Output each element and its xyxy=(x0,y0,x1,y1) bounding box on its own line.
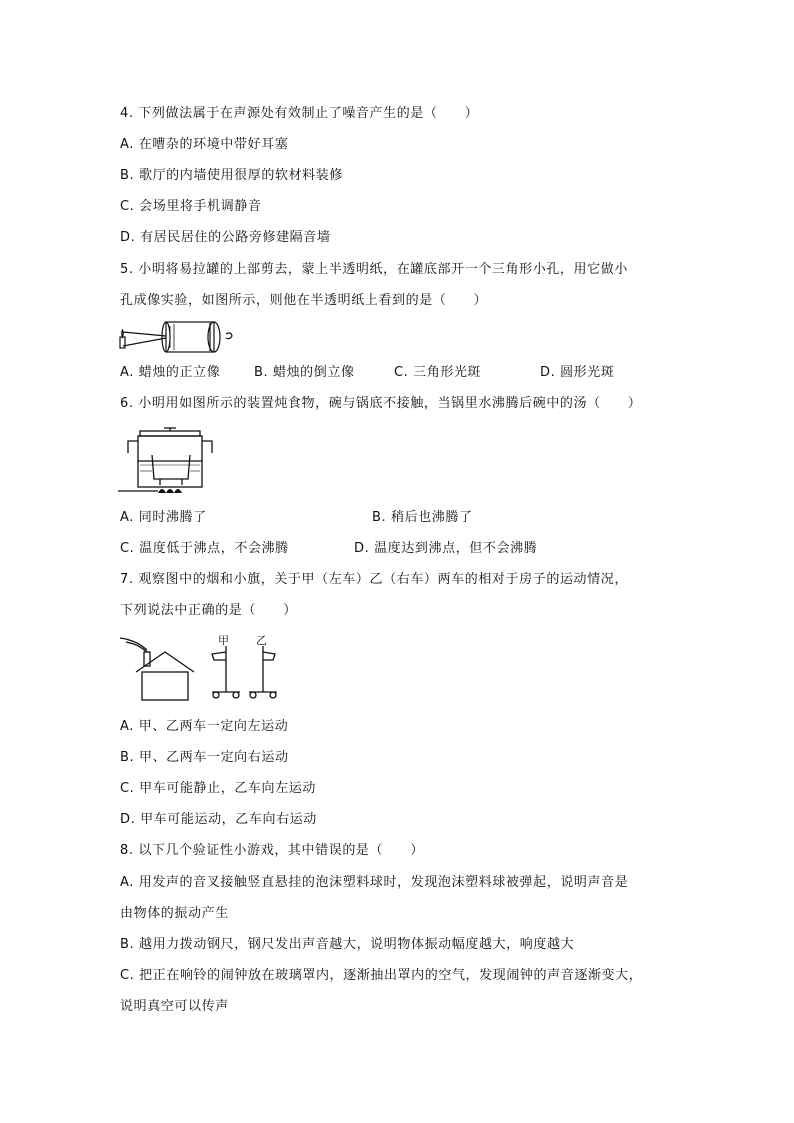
q6-option-b: B. 稍后也沸腾了 xyxy=(372,510,473,525)
left-car-label: 甲 xyxy=(218,634,229,647)
q8-option-c-line2: 说明真空可以传声 xyxy=(120,999,229,1014)
q5-option-a: A. 蜡烛的正立像 xyxy=(120,365,221,380)
q7-stem-line2: 下列说法中正确的是（ ） xyxy=(120,603,297,618)
q8-option-a-line1: A. 用发声的音叉接触竖直悬挂的泡沫塑料球时，发现泡沫塑料球被弹起，说明声音是 xyxy=(120,875,629,890)
q4-option-b: B. 歌厅的内墙使用很厚的软材料装修 xyxy=(120,168,343,183)
q5-option-d: D. 圆形光斑 xyxy=(540,365,615,380)
double-boiler-figure xyxy=(118,423,218,497)
q4-option-c: C. 会场里将手机调静音 xyxy=(120,199,262,214)
pinhole-camera-figure xyxy=(118,318,238,356)
q7-option-b: B. 甲、乙两车一定向右运动 xyxy=(120,750,289,765)
q4-stem: 4. 下列做法属于在声源处有效制止了噪音产生的是（ ） xyxy=(120,106,479,121)
house-and-cars-figure xyxy=(118,632,278,702)
q6-option-d: D. 温度达到沸点，但不会沸腾 xyxy=(354,541,538,556)
q7-option-d: D. 甲车可能运动，乙车向右运动 xyxy=(120,812,317,827)
q7-option-a: A. 甲、乙两车一定向左运动 xyxy=(120,719,289,734)
q8-option-c-line1: C. 把正在响铃的闹钟放在玻璃罩内，逐渐抽出罩内的空气，发现闹钟的声音逐渐变大， xyxy=(120,968,643,983)
q8-option-b: B. 越用力拨动钢尺，钢尺发出声音越大，说明物体振动幅度越大，响度越大 xyxy=(120,937,575,952)
q7-stem-line1: 7. 观察图中的烟和小旗，关于甲（左车）乙（右车）两车的相对于房子的运动情况， xyxy=(120,572,628,587)
q5-option-b: B. 蜡烛的倒立像 xyxy=(254,365,355,380)
q5-stem-line1: 5. 小明将易拉罐的上部剪去，蒙上半透明纸，在罐底部开一个三角形小孔，用它做小 xyxy=(120,262,628,277)
q8-option-a-line2: 由物体的振动产生 xyxy=(120,906,229,921)
q6-stem: 6. 小明用如图所示的装置炖食物，碗与锅底不接触，当锅里水沸腾后碗中的汤（ ） xyxy=(120,396,642,411)
q6-option-c: C. 温度低于沸点，不会沸腾 xyxy=(120,541,289,556)
q4-option-a: A. 在嘈杂的环境中带好耳塞 xyxy=(120,137,289,152)
q5-stem-line2: 孔成像实验，如图所示，则他在半透明纸上看到的是（ ） xyxy=(120,293,488,308)
q8-stem: 8. 以下几个验证性小游戏，其中错误的是（ ） xyxy=(120,843,424,858)
q4-option-d: D. 有居民居住的公路旁修建隔音墙 xyxy=(120,230,331,245)
right-car-label: 乙 xyxy=(256,634,267,647)
q6-option-a: A. 同时沸腾了 xyxy=(120,510,207,525)
q5-option-c: C. 三角形光斑 xyxy=(394,365,482,380)
q7-option-c: C. 甲车可能静止，乙车向左运动 xyxy=(120,781,316,796)
